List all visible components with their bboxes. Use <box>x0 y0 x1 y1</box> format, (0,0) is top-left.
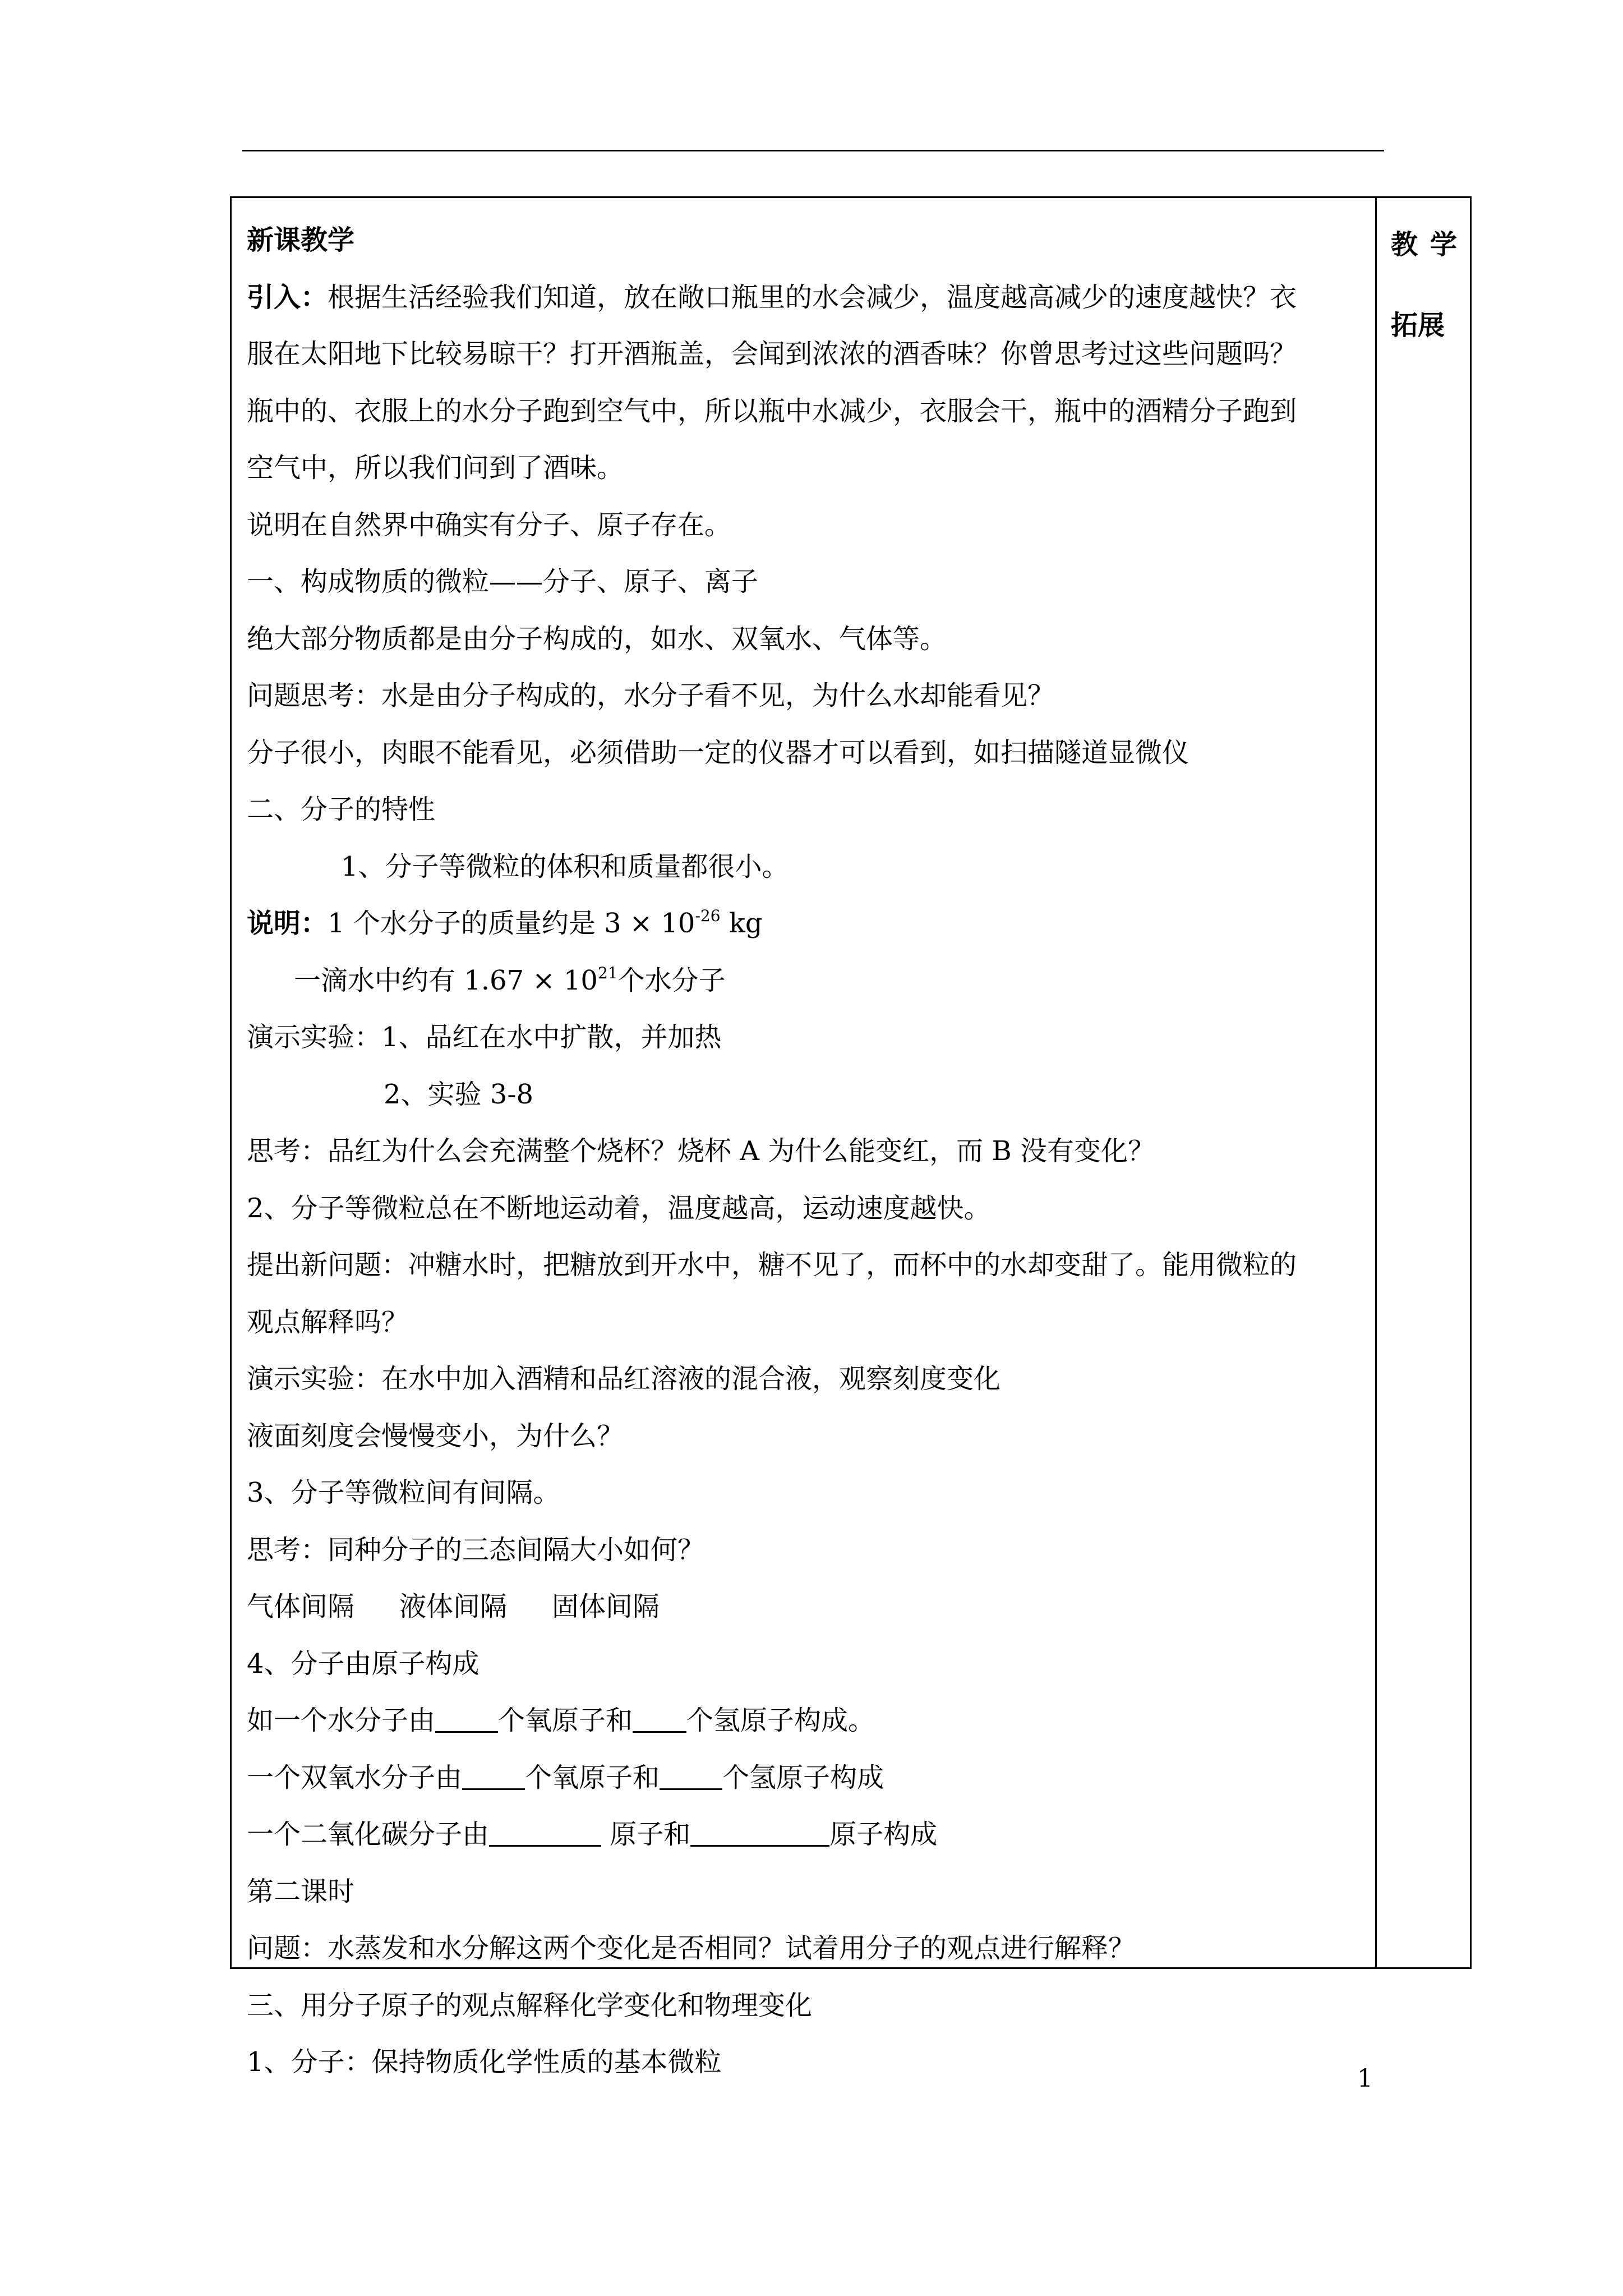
text-line <box>247 953 1363 1010</box>
page-number: 1 <box>1357 2064 1373 2093</box>
text: 原子和 <box>601 1819 691 1850</box>
blank <box>633 1709 686 1733</box>
fill-in-line <box>247 1692 1363 1750</box>
text-line: 思考：同种分子的三态间隔大小如何？ <box>247 1534 705 1566</box>
text-line: 液面刻度会慢慢变小，为什么？ <box>247 1420 624 1452</box>
text-line: 瓶中的、衣服上的水分子跑到空气中，所以瓶中水减少，衣服会干，瓶中的酒精分子跑到 <box>247 395 1297 427</box>
text: 气体间隔 <box>247 1591 355 1622</box>
text-line <box>247 895 1363 953</box>
text-line: 2、分子等微粒总在不断地运动着，温度越高，运动速度越快。 <box>247 1192 991 1224</box>
text-line: 提出新问题：冲糖水时，把糖放到开水中，糖不见了，而杯中的水却变甜了。能用微粒的 <box>247 1249 1297 1281</box>
text-line: 1、分子等微粒的体积和质量都很小。 <box>341 850 789 882</box>
text: 一滴水中约有 1.67 × 10 <box>294 964 598 996</box>
side-column <box>1391 224 1470 386</box>
text: 原子构成 <box>829 1819 938 1850</box>
text-line: 1、分子：保持物质化学性质的基本微粒 <box>247 2046 722 2078</box>
label: 说明： <box>247 908 328 939</box>
section-heading: 二、分子的特性 <box>247 794 436 825</box>
blank <box>690 1823 829 1847</box>
fill-in-line <box>247 1806 1363 1864</box>
section-heading: 三、用分子原子的观点解释化学变化和物理变化 <box>247 1989 813 2021</box>
text: 个氧原子和 <box>498 1705 633 1736</box>
exponent: -26 <box>695 907 721 925</box>
side-heading-extension: 拓展 <box>1391 310 1445 341</box>
fill-in-line <box>247 1750 1363 1807</box>
text-line: 分子很小，肉眼不能看见，必须借助一定的仪器才可以看到，如扫描隧道显微仪 <box>247 737 1189 769</box>
text-line: 3、分子等微粒间有间隔。 <box>247 1477 560 1508</box>
section-heading: 一、构成物质的微粒——分子、原子、离子 <box>247 566 759 597</box>
text-line: 问题：水蒸发和水分解这两个变化是否相同？试着用分子的观点进行解释？ <box>247 1932 1136 1964</box>
text: 个氧原子和 <box>525 1761 660 1793</box>
main-content-column <box>247 212 1363 2091</box>
text-line: 空气中，所以我们问到了酒味。 <box>247 452 624 484</box>
text-line: 演示实验：在水中加入酒精和品红溶液的混合液，观察刻度变化 <box>247 1363 1001 1395</box>
blank <box>489 1823 601 1847</box>
text-line: 观点解释吗？ <box>247 1306 409 1338</box>
text: 个水分子 <box>617 964 726 996</box>
side-heading-teaching: 教学 <box>1391 229 1470 260</box>
text: 如一个水分子由 <box>247 1705 436 1736</box>
text: 一个双氧水分子由 <box>247 1761 463 1793</box>
section-heading: 新课教学 <box>247 224 355 256</box>
text-line: 说明在自然界中确实有分子、原子存在。 <box>247 509 732 541</box>
text-line: 绝大部分物质都是由分子构成的，如水、双氧水、气体等。 <box>247 623 947 655</box>
text: 液体间隔 <box>399 1591 508 1622</box>
text-line: 服在太阳地下比较易晾干？打开酒瓶盖，会闻到浓浓的酒香味？你曾思考过这些问题吗？ <box>247 338 1297 370</box>
text-line: 4、分子由原子构成 <box>247 1648 479 1680</box>
section-heading: 第二课时 <box>247 1875 355 1907</box>
text-line: 问题思考：水是由分子构成的，水分子看不见，为什么水却能看见？ <box>247 680 1055 711</box>
text: 个氢原子构成 <box>722 1761 884 1793</box>
text: 固体间隔 <box>552 1591 660 1622</box>
column-divider <box>1375 196 1377 1969</box>
text-line: 思考：品红为什么会充满整个烧杯？烧杯 A 为什么能变红，而 B 没有变化？ <box>247 1135 1155 1167</box>
text: 1 个水分子的质量约是 3 × 10 <box>328 908 695 939</box>
text: 个氢原子构成。 <box>686 1705 875 1736</box>
text: kg <box>720 908 763 939</box>
blank <box>435 1709 498 1733</box>
text: 根据生活经验我们知道，放在敞口瓶里的水会减少，温度越高减少的速度越快？衣 <box>328 281 1297 313</box>
label: 引入： <box>247 281 328 313</box>
blank <box>462 1766 525 1790</box>
text-line <box>247 269 1363 326</box>
exponent: 21 <box>597 963 618 982</box>
text: 一个二氧化碳分子由 <box>247 1819 490 1850</box>
text-line: 2、实验 3-8 <box>384 1078 534 1110</box>
header-rule <box>242 150 1384 151</box>
text-line: 演示实验：1、品红在水中扩散，并加热 <box>247 1022 722 1053</box>
text-line <box>247 1579 1363 1636</box>
blank <box>660 1766 722 1790</box>
